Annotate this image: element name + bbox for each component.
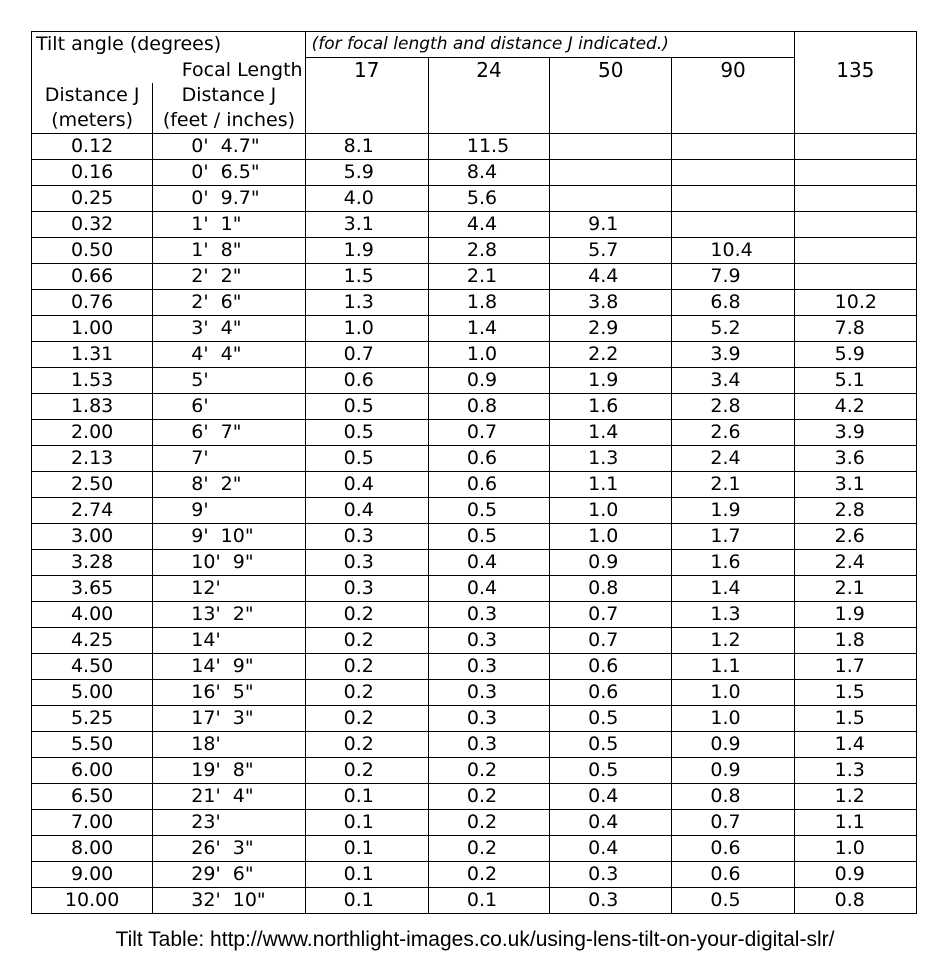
tilt-value-cell-50: 1.0 bbox=[550, 523, 672, 549]
table-row bbox=[32, 653, 917, 679]
tilt-value-cell-24: 0.8 bbox=[428, 393, 549, 419]
distance-feet-cell: 19' 8" bbox=[153, 757, 305, 783]
tilt-value-cell-24: 0.3 bbox=[428, 627, 549, 653]
tilt-value-cell-90: 2.1 bbox=[672, 471, 794, 497]
table-row bbox=[32, 471, 917, 497]
tilt-value-cell-50: 5.7 bbox=[550, 237, 672, 263]
distance-meters-cell: 0.76 bbox=[32, 289, 153, 315]
tilt-value-cell-24: 0.4 bbox=[428, 549, 549, 575]
tilt-value-cell-135: 5.9 bbox=[794, 341, 916, 367]
tilt-value-cell-135: 5.1 bbox=[794, 367, 916, 393]
distance-meters-cell: 6.00 bbox=[32, 757, 153, 783]
tilt-value-cell-90: 1.6 bbox=[672, 549, 794, 575]
tilt-value-cell-24: 1.0 bbox=[428, 341, 549, 367]
tilt-value-cell-90: 1.1 bbox=[672, 653, 794, 679]
tilt-value-cell-90: 7.9 bbox=[672, 263, 794, 289]
tilt-value-cell-90: 2.4 bbox=[672, 445, 794, 471]
tilt-value-cell-50: 0.3 bbox=[550, 861, 672, 887]
distance-feet-cell: 10' 9" bbox=[153, 549, 305, 575]
table-row bbox=[32, 679, 917, 705]
distance-meters-cell: 1.83 bbox=[32, 393, 153, 419]
tilt-value-cell-17: 3.1 bbox=[305, 211, 428, 237]
tilt-value-cell-50: 0.8 bbox=[550, 575, 672, 601]
distance-ft-unit: (feet / inches) bbox=[153, 108, 305, 134]
tilt-value-cell-135: 2.6 bbox=[794, 523, 916, 549]
tilt-value-cell-50: 0.3 bbox=[550, 887, 672, 913]
tilt-value-cell-50: 9.1 bbox=[550, 211, 672, 237]
distance-meters-cell: 7.00 bbox=[32, 809, 153, 835]
tilt-value-cell-17: 0.4 bbox=[305, 497, 428, 523]
tilt-value-cell-17: 0.2 bbox=[305, 601, 428, 627]
tilt-value-cell-17: 1.9 bbox=[305, 237, 428, 263]
tilt-value-cell-135 bbox=[794, 185, 916, 211]
tilt-value-cell-24: 0.2 bbox=[428, 809, 549, 835]
tilt-value-cell-135: 1.0 bbox=[794, 835, 916, 861]
tilt-value-cell-24: 0.5 bbox=[428, 523, 549, 549]
distance-feet-cell: 0' 4.7" bbox=[153, 133, 305, 159]
tilt-value-cell-90: 1.9 bbox=[672, 497, 794, 523]
distance-feet-cell: 6' 7" bbox=[153, 419, 305, 445]
tilt-value-cell-90: 1.7 bbox=[672, 523, 794, 549]
tilt-value-cell-17: 0.1 bbox=[305, 887, 428, 913]
distance-feet-cell: 1' 8" bbox=[153, 237, 305, 263]
tilt-value-cell-24: 0.3 bbox=[428, 731, 549, 757]
tilt-value-cell-90 bbox=[672, 211, 794, 237]
tilt-value-cell-135 bbox=[794, 211, 916, 237]
tilt-value-cell-50: 1.3 bbox=[550, 445, 672, 471]
tilt-value-cell-90 bbox=[672, 133, 794, 159]
distance-meters-cell: 4.50 bbox=[32, 653, 153, 679]
tilt-value-cell-24: 11.5 bbox=[428, 133, 549, 159]
distance-feet-cell: 17' 3" bbox=[153, 705, 305, 731]
tilt-value-cell-17: 1.0 bbox=[305, 315, 428, 341]
table-row bbox=[32, 757, 917, 783]
distance-feet-cell: 32' 10" bbox=[153, 887, 305, 913]
distance-feet-cell: 23' bbox=[153, 809, 305, 835]
tilt-value-cell-90: 0.6 bbox=[672, 835, 794, 861]
table-row bbox=[32, 237, 917, 263]
tilt-value-cell-135 bbox=[794, 159, 916, 185]
tilt-value-cell-90: 3.9 bbox=[672, 341, 794, 367]
tilt-value-cell-24: 0.6 bbox=[428, 471, 549, 497]
tilt-value-cell-24: 0.2 bbox=[428, 757, 549, 783]
distance-meters-cell: 2.13 bbox=[32, 445, 153, 471]
tilt-value-cell-90 bbox=[672, 185, 794, 211]
distance-meters-cell: 0.50 bbox=[32, 237, 153, 263]
tilt-value-cell-50: 0.5 bbox=[550, 757, 672, 783]
tilt-value-cell-50: 0.5 bbox=[550, 731, 672, 757]
tilt-value-cell-24: 4.4 bbox=[428, 211, 549, 237]
tilt-value-cell-50: 0.4 bbox=[550, 809, 672, 835]
table-row bbox=[32, 263, 917, 289]
distance-feet-cell: 0' 6.5" bbox=[153, 159, 305, 185]
tilt-value-cell-17: 0.3 bbox=[305, 575, 428, 601]
tilt-value-cell-50: 4.4 bbox=[550, 263, 672, 289]
distance-meters-cell: 3.65 bbox=[32, 575, 153, 601]
focal-length-17: 17 bbox=[305, 58, 428, 134]
tilt-value-cell-17: 0.2 bbox=[305, 679, 428, 705]
tilt-value-cell-50: 0.6 bbox=[550, 679, 672, 705]
tilt-value-cell-135: 3.9 bbox=[794, 419, 916, 445]
tilt-value-cell-135: 3.1 bbox=[794, 471, 916, 497]
distance-feet-cell: 6' bbox=[153, 393, 305, 419]
tilt-value-cell-135: 7.8 bbox=[794, 315, 916, 341]
tilt-value-cell-90: 1.2 bbox=[672, 627, 794, 653]
tilt-value-cell-17: 0.1 bbox=[305, 835, 428, 861]
tilt-value-cell-24: 1.8 bbox=[428, 289, 549, 315]
table-row bbox=[32, 809, 917, 835]
tilt-value-cell-90: 0.9 bbox=[672, 731, 794, 757]
tilt-value-cell-90: 6.8 bbox=[672, 289, 794, 315]
distance-feet-cell: 7' bbox=[153, 445, 305, 471]
table-row bbox=[32, 783, 917, 809]
distance-feet-cell: 9' 10" bbox=[153, 523, 305, 549]
tilt-value-cell-135 bbox=[794, 237, 916, 263]
focal-length-label: Focal Length bbox=[153, 58, 305, 83]
distance-feet-cell: 21' 4" bbox=[153, 783, 305, 809]
tilt-value-cell-17: 1.5 bbox=[305, 263, 428, 289]
tilt-value-cell-135: 1.4 bbox=[794, 731, 916, 757]
tilt-value-cell-135: 3.6 bbox=[794, 445, 916, 471]
tilt-value-cell-17: 0.2 bbox=[305, 731, 428, 757]
tilt-value-cell-135: 1.2 bbox=[794, 783, 916, 809]
tilt-value-cell-50: 0.9 bbox=[550, 549, 672, 575]
tilt-value-cell-135: 4.2 bbox=[794, 393, 916, 419]
distance-meters-cell: 0.32 bbox=[32, 211, 153, 237]
tilt-value-cell-17: 0.3 bbox=[305, 523, 428, 549]
tilt-value-cell-135: 2.1 bbox=[794, 575, 916, 601]
tilt-value-cell-24: 0.3 bbox=[428, 601, 549, 627]
tilt-value-cell-50: 0.4 bbox=[550, 835, 672, 861]
table-row bbox=[32, 835, 917, 861]
tilt-value-cell-50: 1.0 bbox=[550, 497, 672, 523]
tilt-value-cell-135: 1.8 bbox=[794, 627, 916, 653]
table-row bbox=[32, 159, 917, 185]
tilt-value-cell-17: 4.0 bbox=[305, 185, 428, 211]
tilt-table bbox=[31, 31, 917, 914]
tilt-value-cell-50: 3.8 bbox=[550, 289, 672, 315]
tilt-value-cell-90 bbox=[672, 159, 794, 185]
tilt-value-cell-50: 0.7 bbox=[550, 627, 672, 653]
tilt-value-cell-90: 0.5 bbox=[672, 887, 794, 913]
tilt-value-cell-24: 0.2 bbox=[428, 835, 549, 861]
tilt-value-cell-90: 3.4 bbox=[672, 367, 794, 393]
tilt-angle-label: Tilt angle (degrees) bbox=[32, 32, 306, 58]
tilt-value-cell-50: 1.1 bbox=[550, 471, 672, 497]
tilt-value-cell-17: 0.5 bbox=[305, 393, 428, 419]
table-row bbox=[32, 133, 917, 159]
table-row bbox=[32, 393, 917, 419]
distance-feet-cell: 2' 6" bbox=[153, 289, 305, 315]
distance-ft-label: Distance J bbox=[153, 83, 305, 108]
tilt-value-cell-24: 0.9 bbox=[428, 367, 549, 393]
tilt-value-cell-24: 0.6 bbox=[428, 445, 549, 471]
tilt-value-cell-90: 1.0 bbox=[672, 679, 794, 705]
tilt-value-cell-17: 0.7 bbox=[305, 341, 428, 367]
tilt-value-cell-24: 0.3 bbox=[428, 679, 549, 705]
distance-meters-cell: 0.25 bbox=[32, 185, 153, 211]
distance-meters-cell: 6.50 bbox=[32, 783, 153, 809]
table-header bbox=[32, 32, 917, 134]
tilt-value-cell-135: 0.9 bbox=[794, 861, 916, 887]
distance-meters-cell: 0.12 bbox=[32, 133, 153, 159]
distance-meters-cell: 4.25 bbox=[32, 627, 153, 653]
tilt-value-cell-90: 2.8 bbox=[672, 393, 794, 419]
table-row bbox=[32, 549, 917, 575]
tilt-value-cell-135: 2.8 bbox=[794, 497, 916, 523]
distance-meters-cell: 9.00 bbox=[32, 861, 153, 887]
distance-feet-cell: 14' bbox=[153, 627, 305, 653]
table-row bbox=[32, 575, 917, 601]
distance-meters-cell: 2.00 bbox=[32, 419, 153, 445]
distance-m-label: Distance J bbox=[32, 83, 153, 108]
tilt-value-cell-135: 0.8 bbox=[794, 887, 916, 913]
tilt-value-cell-17: 0.2 bbox=[305, 757, 428, 783]
tilt-value-cell-24: 0.4 bbox=[428, 575, 549, 601]
tilt-value-cell-135: 1.3 bbox=[794, 757, 916, 783]
distance-meters-cell: 3.00 bbox=[32, 523, 153, 549]
tilt-value-cell-50: 2.9 bbox=[550, 315, 672, 341]
distance-feet-cell: 2' 2" bbox=[153, 263, 305, 289]
tilt-value-cell-24: 0.2 bbox=[428, 861, 549, 887]
tilt-value-cell-135: 1.5 bbox=[794, 679, 916, 705]
table-row bbox=[32, 731, 917, 757]
tilt-value-cell-24: 0.3 bbox=[428, 653, 549, 679]
distance-meters-cell: 10.00 bbox=[32, 887, 153, 913]
distance-feet-cell: 12' bbox=[153, 575, 305, 601]
distance-feet-cell: 29' 6" bbox=[153, 861, 305, 887]
distance-feet-cell: 18' bbox=[153, 731, 305, 757]
tilt-value-cell-17: 0.4 bbox=[305, 471, 428, 497]
tilt-value-cell-17: 8.1 bbox=[305, 133, 428, 159]
tilt-value-cell-17: 0.1 bbox=[305, 861, 428, 887]
tilt-value-cell-24: 8.4 bbox=[428, 159, 549, 185]
table-row bbox=[32, 705, 917, 731]
distance-meters-cell: 3.28 bbox=[32, 549, 153, 575]
tilt-value-cell-17: 0.2 bbox=[305, 705, 428, 731]
distance-meters-cell: 1.53 bbox=[32, 367, 153, 393]
table-row bbox=[32, 367, 917, 393]
header-note-end bbox=[794, 32, 916, 58]
distance-meters-cell: 0.66 bbox=[32, 263, 153, 289]
tilt-value-cell-50: 0.6 bbox=[550, 653, 672, 679]
distance-meters-cell: 2.50 bbox=[32, 471, 153, 497]
distance-feet-cell: 0' 9.7" bbox=[153, 185, 305, 211]
tilt-value-cell-17: 0.6 bbox=[305, 367, 428, 393]
distance-feet-cell: 16' 5" bbox=[153, 679, 305, 705]
tilt-value-cell-90: 5.2 bbox=[672, 315, 794, 341]
distance-feet-cell: 9' bbox=[153, 497, 305, 523]
tilt-value-cell-90: 0.7 bbox=[672, 809, 794, 835]
tilt-value-cell-17: 0.5 bbox=[305, 445, 428, 471]
distance-meters-cell: 1.31 bbox=[32, 341, 153, 367]
tilt-value-cell-50: 1.4 bbox=[550, 419, 672, 445]
tilt-value-cell-17: 0.2 bbox=[305, 653, 428, 679]
tilt-value-cell-90: 0.6 bbox=[672, 861, 794, 887]
table-row bbox=[32, 601, 917, 627]
distance-meters-cell: 4.00 bbox=[32, 601, 153, 627]
distance-feet-cell: 14' 9" bbox=[153, 653, 305, 679]
tilt-value-cell-24: 2.1 bbox=[428, 263, 549, 289]
focal-length-90: 90 bbox=[672, 58, 794, 134]
header-note: (for focal length and distance J indicated.) bbox=[305, 32, 794, 58]
distance-meters-cell: 8.00 bbox=[32, 835, 153, 861]
tilt-value-cell-24: 1.4 bbox=[428, 315, 549, 341]
tilt-value-cell-135: 1.5 bbox=[794, 705, 916, 731]
table-row bbox=[32, 523, 917, 549]
tilt-value-cell-90: 1.3 bbox=[672, 601, 794, 627]
distance-feet-cell: 13' 2" bbox=[153, 601, 305, 627]
distance-feet-cell: 26' 3" bbox=[153, 835, 305, 861]
tilt-value-cell-24: 0.5 bbox=[428, 497, 549, 523]
table-row bbox=[32, 887, 917, 913]
tilt-value-cell-135: 1.1 bbox=[794, 809, 916, 835]
tilt-value-cell-24: 0.7 bbox=[428, 419, 549, 445]
tilt-value-cell-17: 1.3 bbox=[305, 289, 428, 315]
tilt-value-cell-50: 0.7 bbox=[550, 601, 672, 627]
tilt-value-cell-90: 0.8 bbox=[672, 783, 794, 809]
tilt-value-cell-50: 0.4 bbox=[550, 783, 672, 809]
tilt-value-cell-90: 2.6 bbox=[672, 419, 794, 445]
distance-feet-cell: 4' 4" bbox=[153, 341, 305, 367]
tilt-value-cell-50 bbox=[550, 185, 672, 211]
tilt-value-cell-17: 5.9 bbox=[305, 159, 428, 185]
tilt-value-cell-24: 0.2 bbox=[428, 783, 549, 809]
table-row bbox=[32, 861, 917, 887]
distance-meters-cell: 5.00 bbox=[32, 679, 153, 705]
tilt-value-cell-135: 1.9 bbox=[794, 601, 916, 627]
table-row bbox=[32, 289, 917, 315]
tilt-value-cell-17: 0.1 bbox=[305, 783, 428, 809]
table-row bbox=[32, 211, 917, 237]
focal-length-24: 24 bbox=[428, 58, 549, 134]
tilt-value-cell-50: 2.2 bbox=[550, 341, 672, 367]
tilt-value-cell-135 bbox=[794, 133, 916, 159]
tilt-value-cell-135: 10.2 bbox=[794, 289, 916, 315]
caption: Tilt Table: http://www.northlight-images.co.uk/using-lens-tilt-on-your-digital-slr/ bbox=[115, 928, 835, 951]
table-row bbox=[32, 627, 917, 653]
focal-length-50: 50 bbox=[550, 58, 672, 134]
table-row bbox=[32, 315, 917, 341]
table-row bbox=[32, 497, 917, 523]
distance-meters-cell: 0.16 bbox=[32, 159, 153, 185]
tilt-value-cell-24: 2.8 bbox=[428, 237, 549, 263]
distance-feet-cell: 1' 1" bbox=[153, 211, 305, 237]
tilt-value-cell-24: 5.6 bbox=[428, 185, 549, 211]
tilt-value-cell-90: 10.4 bbox=[672, 237, 794, 263]
tilt-value-cell-135 bbox=[794, 263, 916, 289]
tilt-value-cell-135: 2.4 bbox=[794, 549, 916, 575]
tilt-value-cell-90: 1.4 bbox=[672, 575, 794, 601]
tilt-value-cell-17: 0.3 bbox=[305, 549, 428, 575]
distance-feet-cell: 5' bbox=[153, 367, 305, 393]
tilt-value-cell-50 bbox=[550, 133, 672, 159]
distance-meters-cell: 5.50 bbox=[32, 731, 153, 757]
tilt-value-cell-50: 0.5 bbox=[550, 705, 672, 731]
distance-feet-cell: 8' 2" bbox=[153, 471, 305, 497]
tilt-value-cell-50: 1.6 bbox=[550, 393, 672, 419]
table-row bbox=[32, 419, 917, 445]
tilt-value-cell-24: 0.3 bbox=[428, 705, 549, 731]
tilt-value-cell-135: 1.7 bbox=[794, 653, 916, 679]
table-row bbox=[32, 341, 917, 367]
tilt-value-cell-17: 0.2 bbox=[305, 627, 428, 653]
tilt-value-cell-50 bbox=[550, 159, 672, 185]
distance-feet-cell: 3' 4" bbox=[153, 315, 305, 341]
tilt-value-cell-90: 0.9 bbox=[672, 757, 794, 783]
tilt-value-cell-50: 1.9 bbox=[550, 367, 672, 393]
tilt-value-cell-24: 0.1 bbox=[428, 887, 549, 913]
tilt-value-cell-90: 1.0 bbox=[672, 705, 794, 731]
focal-length-135: 135 bbox=[794, 58, 916, 134]
tilt-value-cell-17: 0.5 bbox=[305, 419, 428, 445]
distance-meters-cell: 1.00 bbox=[32, 315, 153, 341]
table-body bbox=[32, 133, 917, 913]
distance-meters-cell: 2.74 bbox=[32, 497, 153, 523]
distance-m-unit: (meters) bbox=[32, 108, 153, 134]
table-row bbox=[32, 185, 917, 211]
distance-meters-cell: 5.25 bbox=[32, 705, 153, 731]
tilt-value-cell-17: 0.1 bbox=[305, 809, 428, 835]
table-row bbox=[32, 445, 917, 471]
